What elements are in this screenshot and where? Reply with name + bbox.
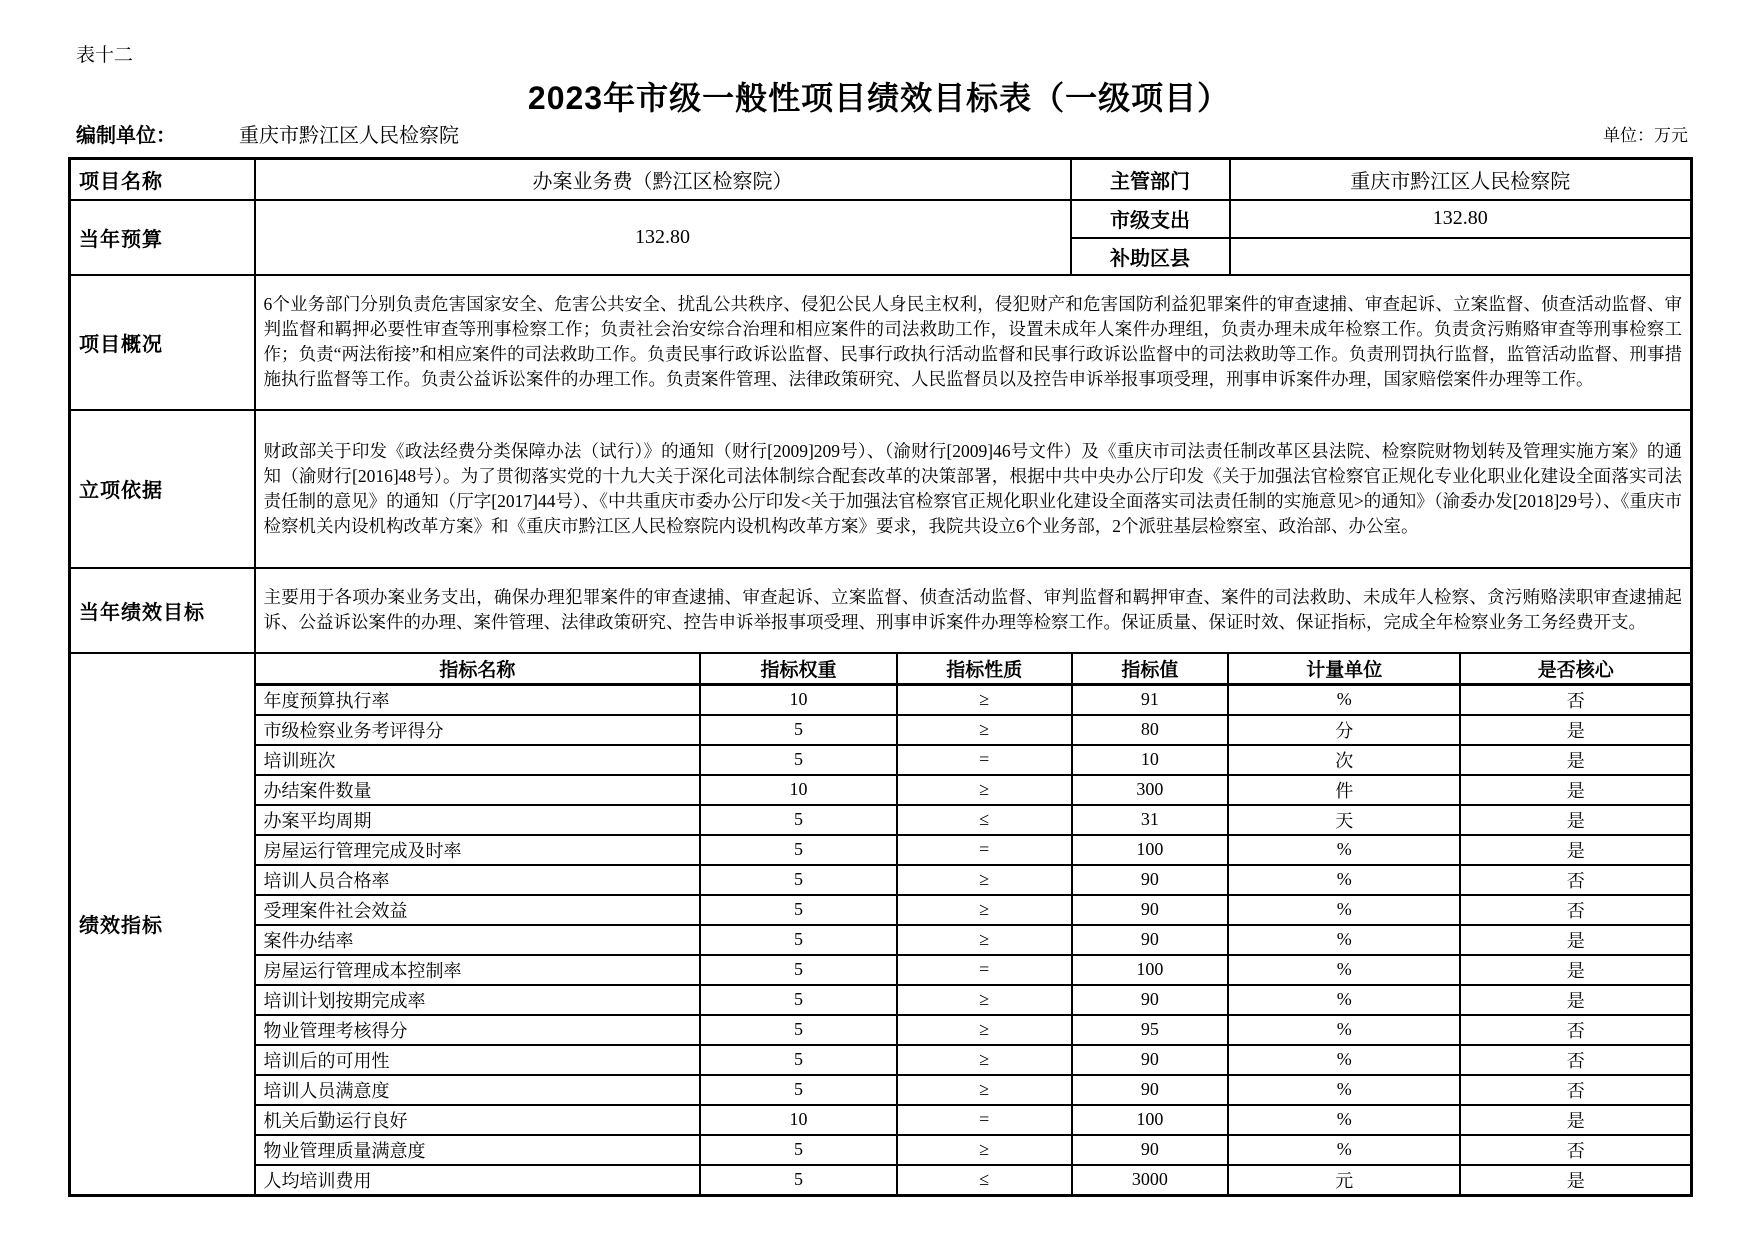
indicator-name: 房屋运行管理成本控制率 [256, 955, 701, 985]
indicator-nature: ≥ [897, 775, 1072, 805]
meta-row [68, 123, 1690, 149]
indicator-nature: ≤ [897, 805, 1072, 835]
indicator-value: 100 [1072, 1105, 1228, 1135]
indicator-name: 培训人员合格率 [256, 865, 701, 895]
indicator-weight: 5 [700, 865, 897, 895]
indicator-core: 是 [1460, 985, 1690, 1015]
main-table [68, 157, 1693, 1197]
target-label: 当年绩效目标 [70, 568, 255, 653]
indicator-name: 人均培训费用 [256, 1165, 701, 1194]
indicator-name: 培训计划按期完成率 [256, 985, 701, 1015]
indicator-unit: % [1228, 1045, 1460, 1075]
indicator-name: 办结案件数量 [256, 775, 701, 805]
indicator-value: 90 [1072, 895, 1228, 925]
indicator-weight: 5 [700, 985, 897, 1015]
indicator-column-header: 指标名称 [256, 654, 701, 685]
indicator-name: 培训后的可用性 [256, 1045, 701, 1075]
indicator-core: 否 [1460, 865, 1690, 895]
indicator-unit: % [1228, 1135, 1460, 1165]
indicator-core: 是 [1460, 925, 1690, 955]
indicator-value: 10 [1072, 745, 1228, 775]
basis-label: 立项依据 [70, 410, 255, 568]
indicator-name: 房屋运行管理完成及时率 [256, 835, 701, 865]
indicator-column-header: 指标性质 [897, 654, 1072, 685]
target-row [70, 568, 1692, 653]
indicator-unit: 元 [1228, 1165, 1460, 1194]
project-name-label: 项目名称 [70, 159, 255, 200]
indicator-value: 80 [1072, 715, 1228, 745]
indicator-weight: 5 [700, 1165, 897, 1194]
indicator-column-header: 计量单位 [1228, 654, 1460, 685]
indicator-core: 是 [1460, 745, 1690, 775]
indicator-unit: % [1228, 865, 1460, 895]
indicator-core: 否 [1460, 1075, 1690, 1105]
indicator-unit: % [1228, 955, 1460, 985]
indicator-row [256, 1015, 1691, 1045]
indicator-nature: ≥ [897, 895, 1072, 925]
indicator-nature: = [897, 745, 1072, 775]
indicator-table-body [256, 684, 1691, 1194]
indicator-row [256, 775, 1691, 805]
indicator-unit: % [1228, 895, 1460, 925]
indicator-name: 市级检察业务考评得分 [256, 715, 701, 745]
indicator-unit: 分 [1228, 715, 1460, 745]
indicator-core: 是 [1460, 1165, 1690, 1194]
indicators-label: 绩效指标 [70, 653, 255, 1196]
indicator-core: 是 [1460, 805, 1690, 835]
indicator-column-header: 指标值 [1072, 654, 1228, 685]
indicator-nature: ≥ [897, 985, 1072, 1015]
indicator-name: 物业管理质量满意度 [256, 1135, 701, 1165]
indicator-header-row [256, 654, 1691, 685]
indicator-value: 91 [1072, 684, 1228, 715]
prepared-by-label: 编制单位： [76, 125, 176, 147]
project-name-row [70, 159, 1692, 200]
indicator-nature: ≥ [897, 865, 1072, 895]
indicator-row [256, 955, 1691, 985]
indicator-name: 案件办结率 [256, 925, 701, 955]
indicator-row [256, 925, 1691, 955]
indicator-weight: 5 [700, 745, 897, 775]
indicator-weight: 5 [700, 1015, 897, 1045]
basis-row [70, 410, 1692, 568]
indicator-unit: % [1228, 1105, 1460, 1135]
indicator-weight: 5 [700, 895, 897, 925]
indicator-name: 机关后勤运行良好 [256, 1105, 701, 1135]
indicators-row [70, 653, 1692, 1196]
indicator-value: 90 [1072, 985, 1228, 1015]
indicator-row [256, 835, 1691, 865]
indicator-name: 培训人员满意度 [256, 1075, 701, 1105]
indicator-row [256, 1165, 1691, 1194]
indicator-value: 95 [1072, 1015, 1228, 1045]
indicator-unit: % [1228, 684, 1460, 715]
subsidy-label: 补助区县 [1071, 238, 1230, 275]
project-name-value: 办案业务费（黔江区检察院） [255, 159, 1071, 200]
budget-row-city [70, 200, 1692, 238]
indicator-row [256, 985, 1691, 1015]
indicator-value: 90 [1072, 1135, 1228, 1165]
unit-label: 单位：万元 [1603, 126, 1688, 145]
indicator-nature: ≥ [897, 1015, 1072, 1045]
dept-value: 重庆市黔江区人民检察院 [1230, 159, 1692, 200]
indicator-core: 否 [1460, 895, 1690, 925]
city-expense-label: 市级支出 [1071, 200, 1230, 238]
indicator-row [256, 745, 1691, 775]
indicator-unit: % [1228, 1075, 1460, 1105]
indicator-name: 办案平均周期 [256, 805, 701, 835]
indicator-value: 100 [1072, 955, 1228, 985]
indicator-row [256, 1075, 1691, 1105]
basis-text: 财政部关于印发《政法经费分类保障办法（试行）》的通知（财行[2009]209号）、（渝财行[2009]46号文件）及《重庆市司法责任制改革区县法院、检察院财物划转及管理实施方案》的通知（渝财行[2016]48号）。为了贯彻落实党的十九大关于深化司法体制综合配套改革的决策部署，根据中共中央办公厅印发《关于加强法官检察官正规化专业化职业化建设全面落实司法责任制的意见》的通知（厅字[2017]44号）、《中共重庆市委办公厅印发<关于加强法官检察官正规化职业化建设全面落实司法责任制的实施意见>的通知》（渝委办发[2018]29号）、《重庆市检察机关内设机构改革方案》和《重庆市黔江区人民检察院内设机构改革方案》要求，我院共设立6个业务部，2个派驻基层检察室、政治部、办公室。 [255, 410, 1692, 568]
indicator-core: 是 [1460, 1105, 1690, 1135]
indicator-value: 90 [1072, 925, 1228, 955]
budget-value: 132.80 [255, 200, 1071, 275]
indicator-weight: 5 [700, 955, 897, 985]
table-number-tag: 表十二 [76, 45, 134, 66]
indicator-unit: % [1228, 835, 1460, 865]
indicator-row [256, 715, 1691, 745]
indicator-row [256, 684, 1691, 715]
indicator-name: 物业管理考核得分 [256, 1015, 701, 1045]
indicator-nature: ≥ [897, 684, 1072, 715]
indicator-name: 年度预算执行率 [256, 684, 701, 715]
indicator-row [256, 895, 1691, 925]
subsidy-value [1230, 238, 1692, 275]
indicator-weight: 5 [700, 1135, 897, 1165]
indicator-name: 培训班次 [256, 745, 701, 775]
indicator-nature: ≥ [897, 1075, 1072, 1105]
indicator-weight: 5 [700, 925, 897, 955]
indicator-table-container [255, 653, 1692, 1196]
indicator-row [256, 865, 1691, 895]
indicator-core: 是 [1460, 715, 1690, 745]
indicator-value: 3000 [1072, 1165, 1228, 1194]
overview-label: 项目概况 [70, 275, 255, 410]
dept-label: 主管部门 [1071, 159, 1230, 200]
page-title: 2023年市级一般性项目绩效目标表（一级项目） [527, 80, 1231, 116]
indicator-unit: 件 [1228, 775, 1460, 805]
indicator-weight: 5 [700, 715, 897, 745]
indicator-row [256, 805, 1691, 835]
indicator-weight: 5 [700, 835, 897, 865]
indicator-core: 否 [1460, 684, 1690, 715]
indicator-row [256, 1105, 1691, 1135]
indicator-value: 90 [1072, 1075, 1228, 1105]
indicator-nature: = [897, 835, 1072, 865]
indicator-nature: = [897, 955, 1072, 985]
indicator-weight: 5 [700, 805, 897, 835]
prepared-by-value: 重庆市黔江区人民检察院 [239, 125, 459, 147]
indicator-row [256, 1135, 1691, 1165]
indicator-table [256, 654, 1691, 1194]
indicator-column-header: 指标权重 [700, 654, 897, 685]
indicator-nature: ≤ [897, 1165, 1072, 1194]
indicator-value: 100 [1072, 835, 1228, 865]
indicator-unit: % [1228, 925, 1460, 955]
indicator-core: 否 [1460, 1015, 1690, 1045]
indicator-unit: % [1228, 1015, 1460, 1045]
budget-label: 当年预算 [70, 200, 255, 275]
target-text: 主要用于各项办案业务支出，确保办理犯罪案件的审查逮捕、审查起诉、立案监督、侦查活动监督、审判监督和羁押审查、案件的司法救助、未成年人检察、贪污贿赂渎职审查逮捕起诉、公益诉讼案件的办理、案件管理、法律政策研究、控告申诉举报事项受理、刑事申诉案件办理等检察工作。保证质量、保证时效、保证指标，完成全年检察业务工务经费开支。 [255, 568, 1692, 653]
indicator-weight: 5 [700, 1075, 897, 1105]
indicator-unit: 次 [1228, 745, 1460, 775]
indicator-unit: % [1228, 985, 1460, 1015]
prepared-by [68, 123, 459, 149]
indicator-nature: ≥ [897, 1135, 1072, 1165]
indicator-core: 是 [1460, 775, 1690, 805]
indicator-value: 300 [1072, 775, 1228, 805]
indicator-column-header: 是否核心 [1460, 654, 1690, 685]
overview-row [70, 275, 1692, 410]
indicator-value: 90 [1072, 865, 1228, 895]
indicator-core: 否 [1460, 1045, 1690, 1075]
indicator-nature: = [897, 1105, 1072, 1135]
indicator-core: 是 [1460, 835, 1690, 865]
indicator-row [256, 1045, 1691, 1075]
indicator-weight: 10 [700, 1105, 897, 1135]
indicator-nature: ≥ [897, 715, 1072, 745]
city-expense-value: 132.80 [1230, 200, 1692, 238]
indicator-core: 是 [1460, 955, 1690, 985]
indicator-weight: 10 [700, 775, 897, 805]
indicator-value: 31 [1072, 805, 1228, 835]
indicator-weight: 5 [700, 1045, 897, 1075]
indicator-value: 90 [1072, 1045, 1228, 1075]
indicator-weight: 10 [700, 684, 897, 715]
indicator-unit: 天 [1228, 805, 1460, 835]
indicator-name: 受理案件社会效益 [256, 895, 701, 925]
indicator-nature: ≥ [897, 1045, 1072, 1075]
overview-text: 6个业务部门分别负责危害国家安全、危害公共安全、扰乱公共秩序、侵犯公民人身民主权利，侵犯财产和危害国防利益犯罪案件的审查逮捕、审查起诉、立案监督、侦查活动监督、审判监督和羁押必要性审查等刑事检察工作；负责社会治安综合治理和相应案件的司法救助工作，设置未成年人案件办理组，负责办理未成年检察工作。负责贪污贿赂审查等刑事检察工作；负责“两法衔接”和相应案件的司法救助工作。负责民事行政诉讼监督、民事行政执行活动监督和民事行政诉讼监督中的司法救助等工作。负责刑罚执行监督，监管活动监督、刑事措施执行监督等工作。负责公益诉讼案件的办理工作。负责案件管理、法律政策研究、人民监督员以及控告申诉举报事项受理，刑事申诉案件办理，国家赔偿案件办理等工作。 [255, 275, 1692, 410]
indicator-nature: ≥ [897, 925, 1072, 955]
indicator-core: 否 [1460, 1135, 1690, 1165]
